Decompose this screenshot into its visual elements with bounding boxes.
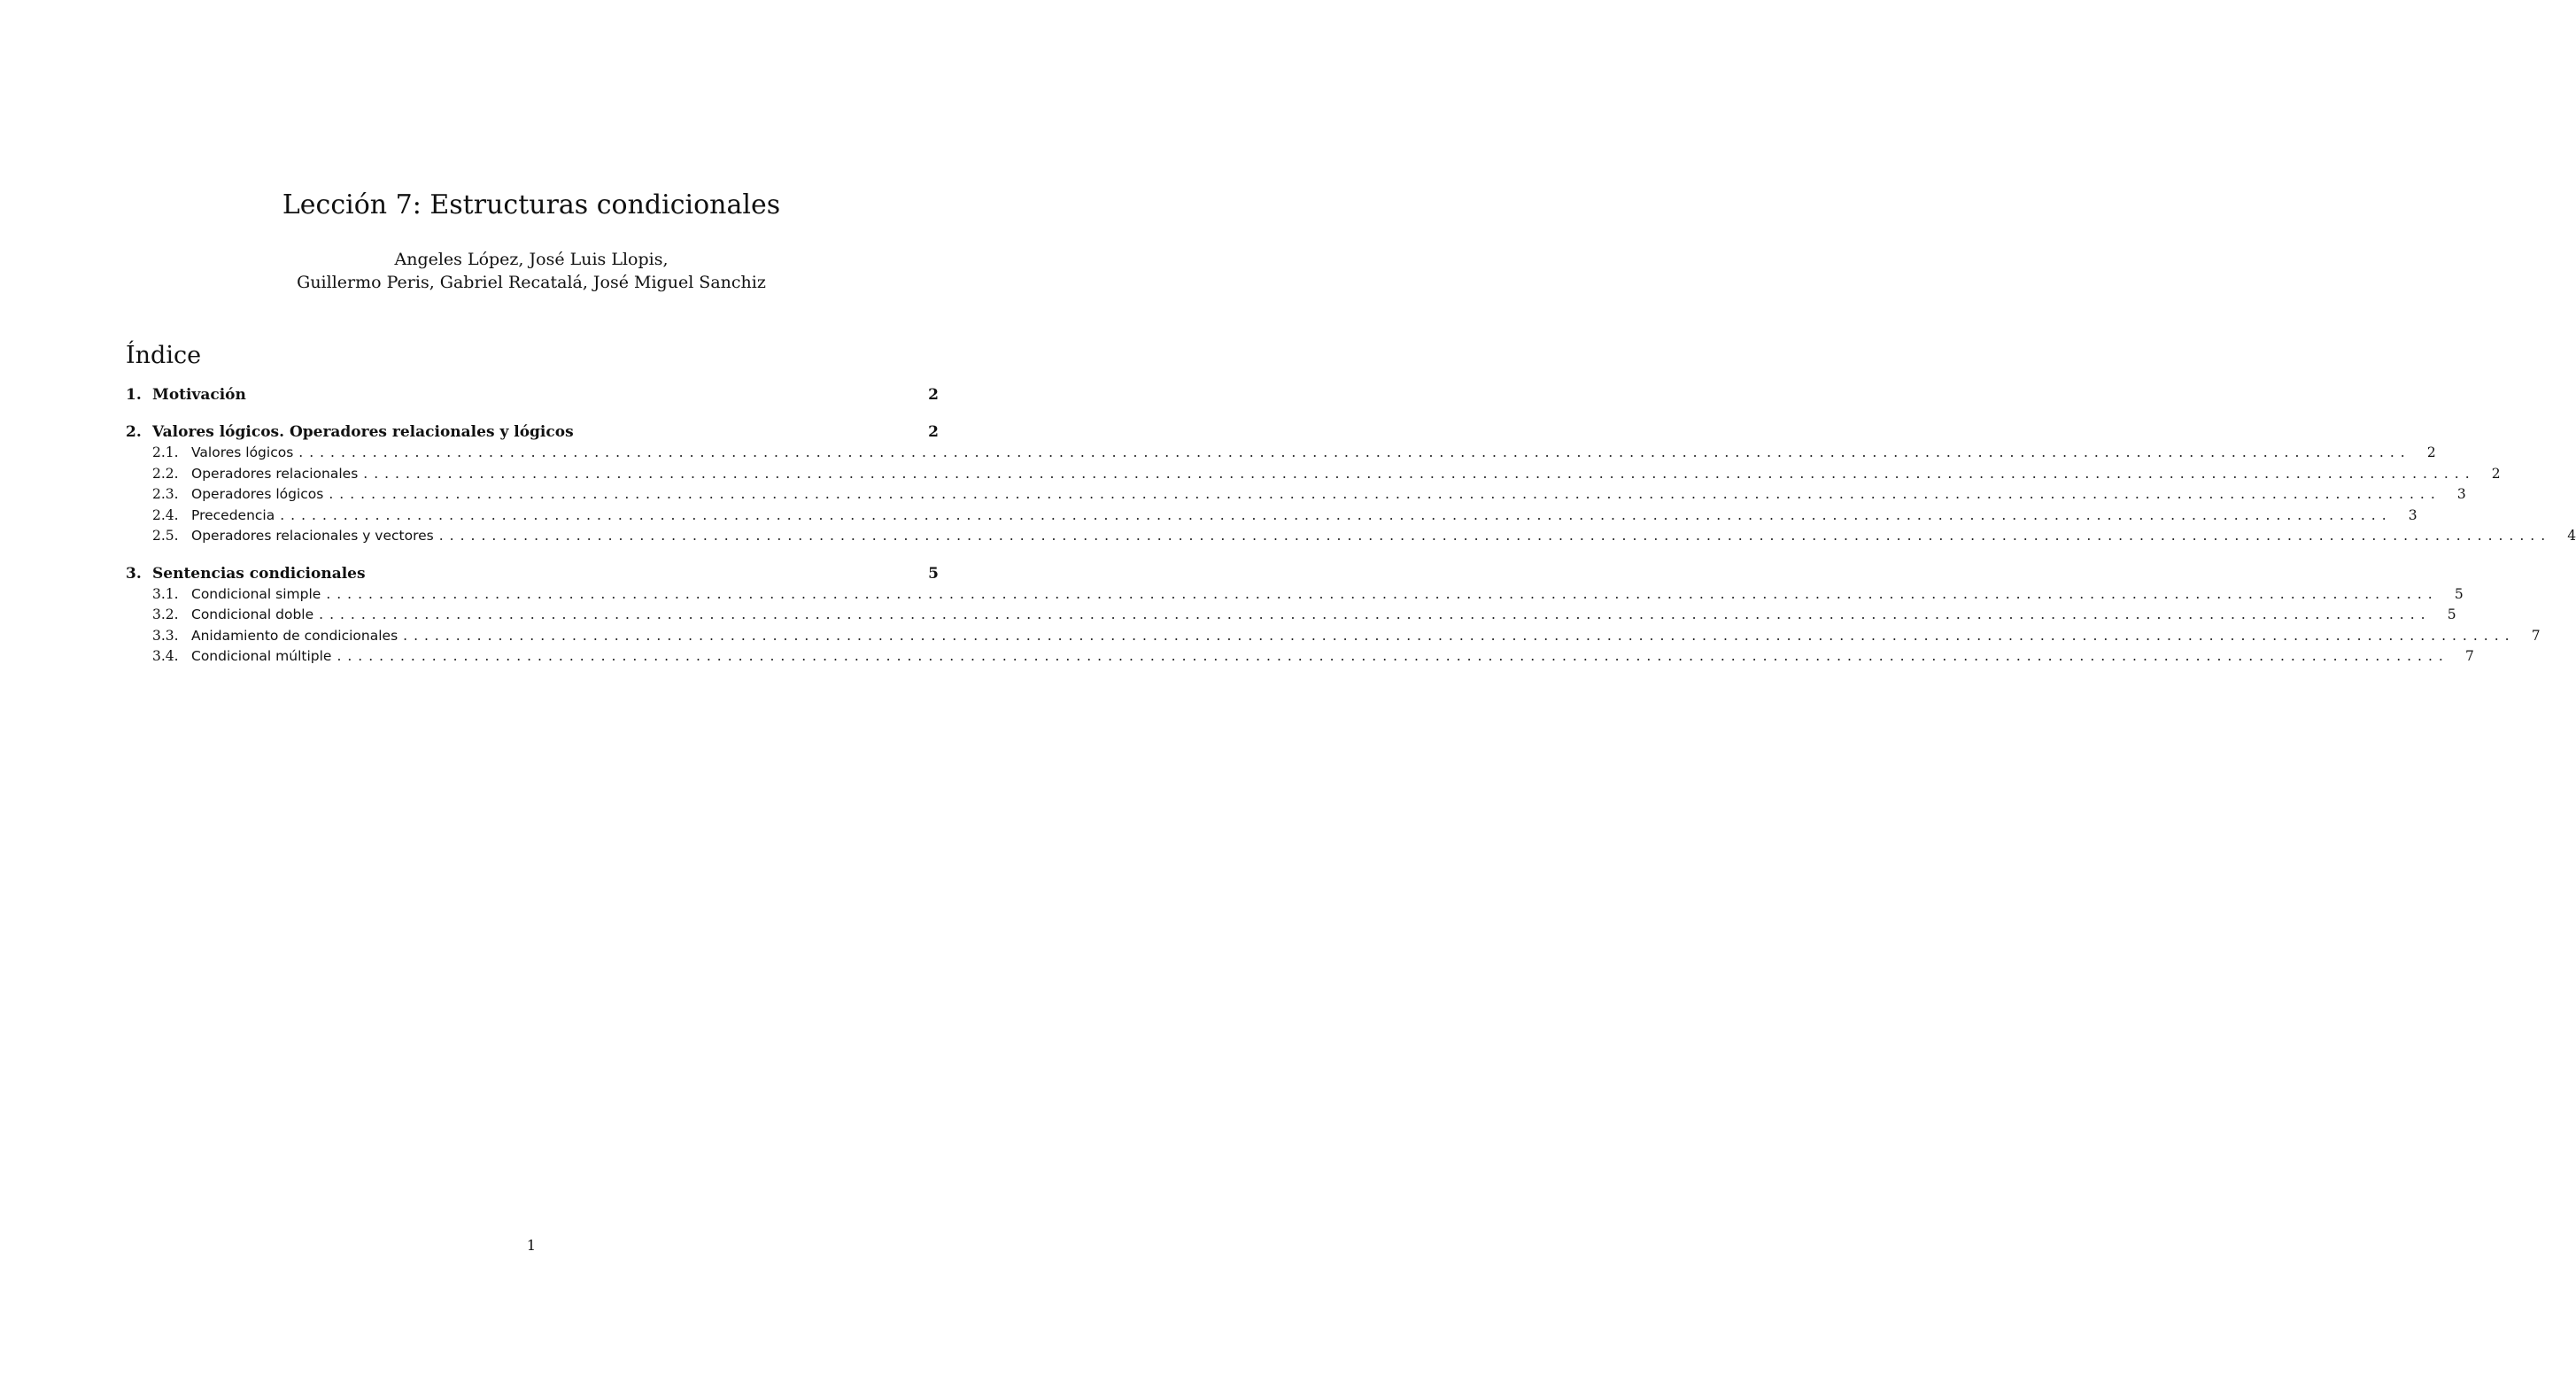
toc-subsection-number: 2.5.	[152, 528, 179, 544]
toc-leader-dots: ........................................................................................................................................................................................................	[298, 444, 2411, 460]
toc-section-page: 2	[928, 423, 939, 441]
toc-subsection-entry[interactable]	[126, 465, 2501, 487]
toc-leader-dots: ........................................................................................................................................................................................................	[326, 585, 2439, 602]
toc-leader-dots: ........................................................................................................................................................................................................	[438, 528, 2552, 544]
toc-subsection-title: Precedencia	[191, 506, 275, 523]
toc-leader-dots: ........................................................................................................................................................................................................	[329, 486, 2441, 502]
toc-subsection-number: 2.2.	[152, 465, 179, 482]
toc-subsection-number: 2.4.	[152, 506, 179, 523]
toc-section-title: Valores lógicos. Operadores relacionales y lógicos	[152, 423, 574, 441]
toc-leader-dots: ........................................................................................................................................................................................................	[280, 506, 2393, 523]
toc-leader-dots: ........................................................................................................................................................................................................	[403, 627, 2516, 644]
toc-subsection-number: 3.2.	[152, 606, 179, 622]
toc-section-number: 1.	[126, 386, 142, 404]
toc-section-number: 2.	[126, 423, 142, 441]
toc-subsection-entry[interactable]	[126, 648, 2474, 669]
toc-subsection-title: Condicional doble	[191, 606, 314, 622]
toc-subsection-title: Anidamiento de condicionales	[191, 627, 398, 644]
toc-subsection-title: Condicional simple	[191, 585, 321, 602]
toc-leader-dots: ........................................................................................................................................................................................................	[319, 606, 2432, 622]
toc-subsection-number: 2.3.	[152, 486, 179, 502]
toc-subsection-page: 7	[2464, 648, 2474, 664]
toc-section-entry[interactable]	[126, 386, 939, 407]
toc-subsection-page: 7	[2531, 627, 2541, 644]
toc-section	[126, 386, 939, 407]
toc-subsection-page: 5	[2447, 606, 2456, 622]
toc-section-title: Motivación	[152, 386, 246, 404]
toc-subsection-page: 5	[2454, 585, 2464, 602]
toc-section-page: 5	[928, 564, 939, 583]
toc-subsection-page: 3	[2456, 486, 2466, 502]
author-list	[0, 248, 1063, 294]
toc-subsection-number: 3.4.	[152, 648, 179, 664]
toc-subsection-entry[interactable]	[126, 444, 2436, 466]
toc-subsection-title: Operadores lógicos	[191, 486, 324, 502]
toc-subsection-title: Operadores relacionales	[191, 465, 359, 482]
toc-subsection-page: 4	[2567, 528, 2576, 544]
document-title: Lección 7: Estructuras condicionales	[282, 189, 781, 220]
toc-section	[126, 564, 2541, 669]
toc-subsection-entry[interactable]	[126, 627, 2541, 649]
toc-subsection-title: Operadores relacionales y vectores	[191, 528, 434, 544]
toc-section-title: Sentencias condicionales	[152, 564, 366, 583]
toc-subsection-title: Condicional múltiple	[191, 648, 332, 664]
toc-leader-dots: ........................................................................................................................................................................................................	[363, 465, 2476, 482]
toc-subsection-page: 3	[2408, 506, 2417, 523]
toc-section	[126, 423, 2576, 549]
toc-section-entry[interactable]	[126, 423, 939, 444]
toc-subsection-entry[interactable]	[126, 486, 2466, 507]
page-number: 1	[526, 1237, 537, 1254]
toc-subsection-entry[interactable]	[126, 585, 2464, 607]
toc-subsection-entry[interactable]	[126, 528, 2576, 549]
author-line: Guillermo Peris, Gabriel Recatalá, José Miguel Sanchiz	[297, 273, 766, 292]
toc-heading: Índice	[126, 342, 202, 369]
toc-subsection-entry[interactable]	[126, 606, 2456, 628]
author-line: Angeles López, José Luis Llopis,	[394, 250, 669, 269]
toc-leader-dots: ........................................................................................................................................................................................................	[337, 648, 2449, 664]
toc-subsection-number: 3.3.	[152, 627, 179, 644]
toc-subsection-number: 2.1.	[152, 444, 179, 460]
table-of-contents	[126, 386, 2576, 685]
toc-subsection-number: 3.1.	[152, 585, 179, 602]
toc-subsection-page: 2	[2491, 465, 2501, 482]
toc-section-entry[interactable]	[126, 565, 939, 586]
toc-section-page: 2	[928, 386, 939, 404]
toc-subsection-page: 2	[2426, 444, 2436, 460]
toc-subsection-title: Valores lógicos	[191, 444, 294, 460]
toc-section-number: 3.	[126, 564, 142, 583]
toc-subsection-entry[interactable]	[126, 506, 2417, 529]
